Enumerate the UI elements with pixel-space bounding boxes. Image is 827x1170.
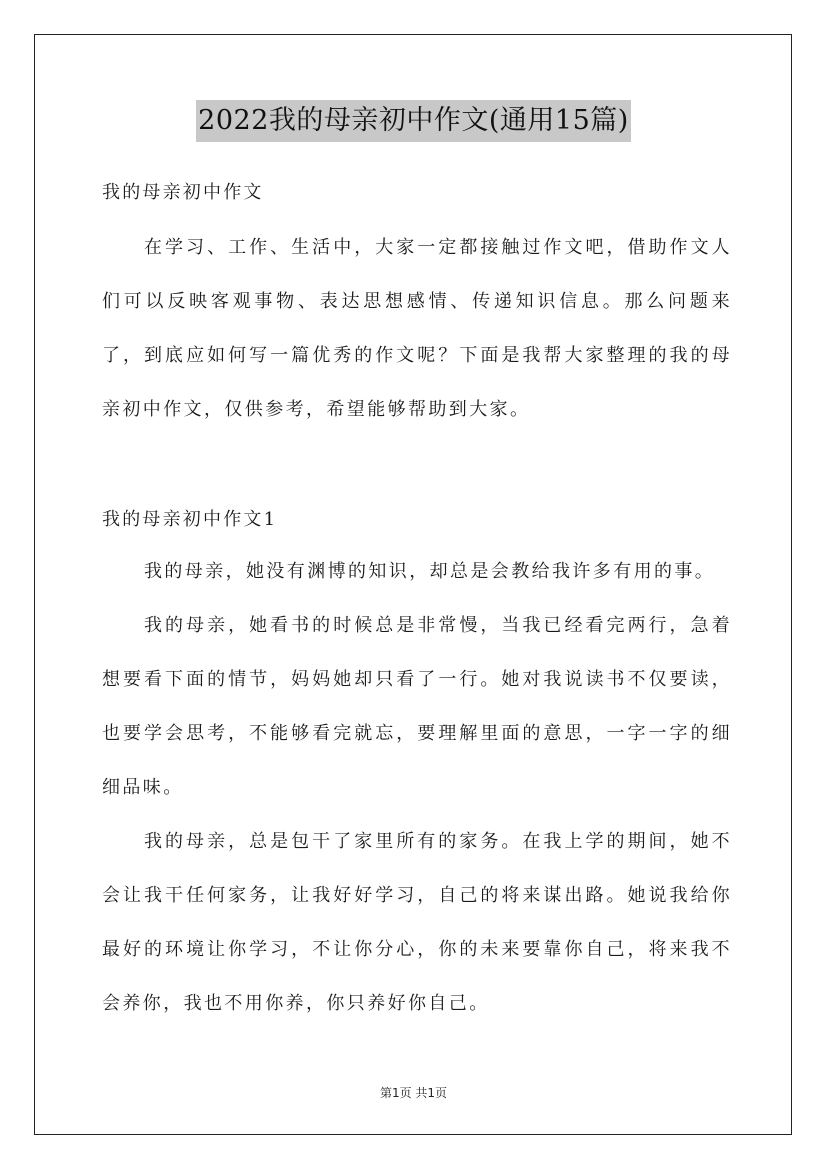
intro-paragraph: 在学习、工作、生活中，大家一定都接触过作文吧，借助作文人们可以反映客观事物、表达思想感情、传递知识信息。那么问题来了，到底应如何写一篇优秀的作文呢？下面是我帮大家整理的我的母亲初中作文，仅供参考，希望能够帮助到大家。 bbox=[102, 237, 732, 420]
page-footer bbox=[0, 1084, 827, 1101]
page-number: 第1页 共1页 bbox=[379, 1086, 448, 1100]
essay1-heading: 我的母亲初中作文1 bbox=[102, 509, 278, 530]
essay1-section bbox=[102, 545, 732, 1031]
intro-section bbox=[102, 221, 732, 437]
title-area bbox=[0, 100, 827, 142]
essay1-paragraph-3: 我的母亲，总是包干了家里所有的家务。在我上学的期间，她不会让我干任何家务，让我好好学习，自己的将来谋出路。她说我给你最好的环境让你学习，不让你分心，你的未来要靠你自己，将来我不会养你，我也不用你养，你只养好你自己。 bbox=[102, 831, 732, 1014]
intro-heading: 我的母亲初中作文 bbox=[102, 182, 264, 203]
essay1-paragraph-2: 我的母亲，她看书的时候总是非常慢，当我已经看完两行，急着想要看下面的情节，妈妈她却只看了一行。她对我说读书不仅要读，也要学会思考，不能够看完就忘，要理解里面的意思，一字一字的细细品味。 bbox=[102, 615, 732, 798]
essay1-paragraph-1: 我的母亲，她没有渊博的知识，却总是会教给我许多有用的事。 bbox=[144, 561, 716, 582]
document-title: 2022我的母亲初中作文(通用15篇) bbox=[196, 100, 631, 142]
